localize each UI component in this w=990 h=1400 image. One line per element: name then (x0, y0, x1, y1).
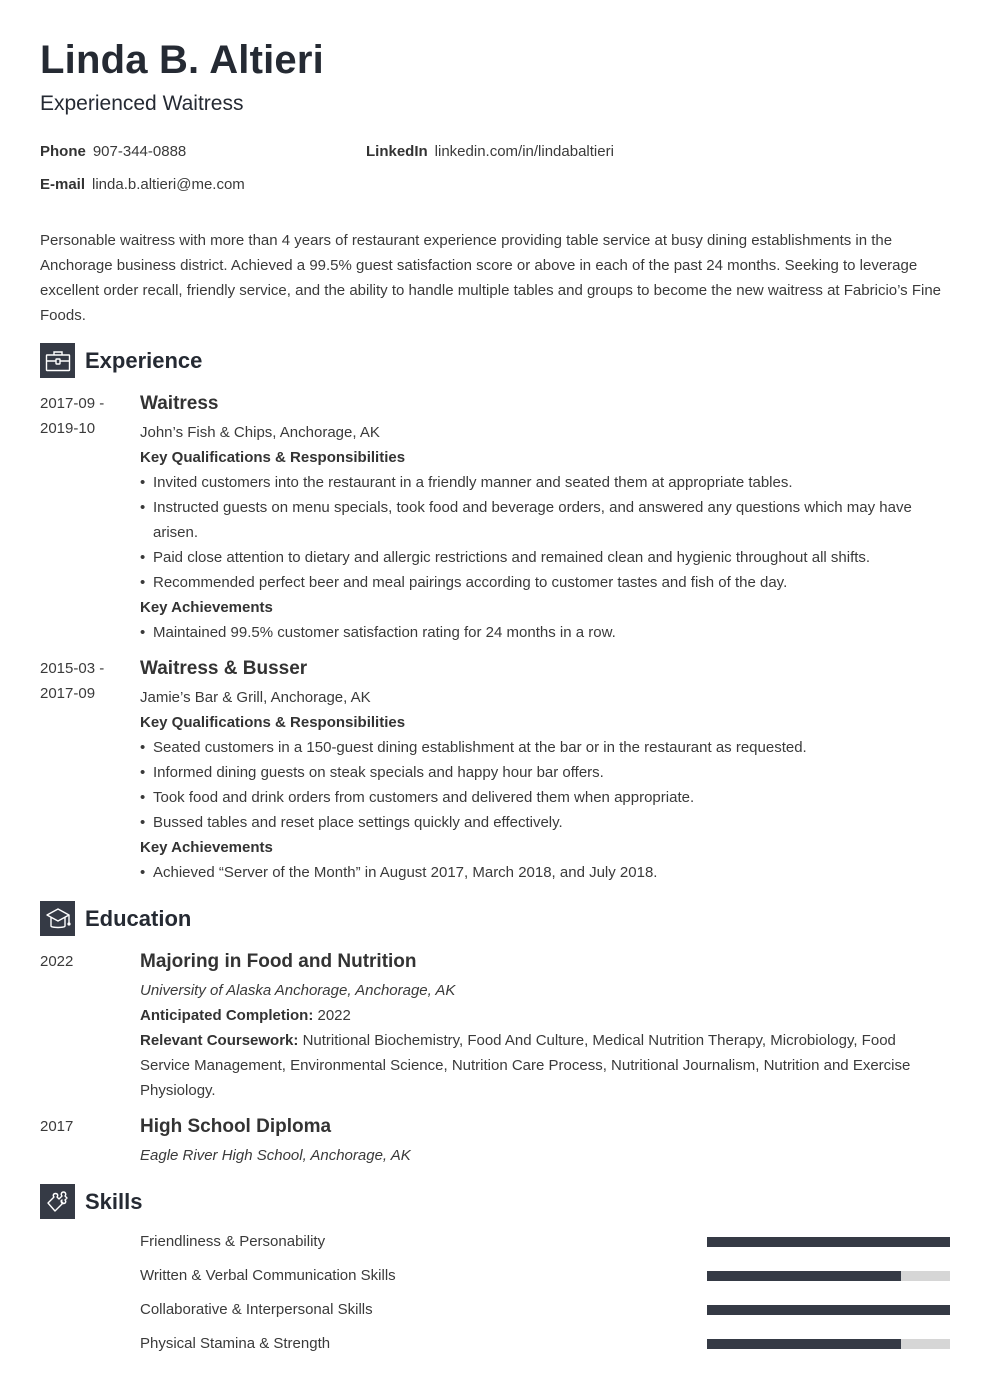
puzzle-piece-icon (40, 1184, 75, 1219)
job-date-end: 2019-10 (40, 420, 96, 437)
experience-entry (40, 656, 950, 885)
list-item: • Invited customers into the restaurant in a friendly manner and seated them at appropriate tables. (140, 470, 950, 495)
experience-section-header (40, 343, 202, 378)
job-date-start: 2017-09 - (40, 395, 105, 412)
contact-email (40, 175, 245, 195)
degree-title: High School Diploma (140, 1116, 332, 1137)
skill-level-bar (707, 1237, 950, 1247)
education-date: 2022 (40, 953, 74, 970)
education-entry (40, 1114, 950, 1168)
skill-row (140, 1266, 950, 1286)
achievements-list (140, 860, 950, 885)
phone-label: Phone (40, 143, 86, 160)
completion-label: Anticipated Completion: (140, 1007, 314, 1024)
graduation-cap-icon (40, 901, 75, 936)
list-item: • Took food and drink orders from customers and delivered them when appropriate. (140, 785, 950, 810)
candidate-name: Linda B. Altieri (40, 38, 324, 82)
qualifications-heading: Key Qualifications & Responsibilities (140, 449, 406, 466)
coursework-value: Nutritional Biochemistry, Food And Culture, Medical Nutrition Therapy, Microbiology, Food Service Management, Environmental Science, Nutrition Care Process, Nutritional Journalism, Nutrition and Exercise Physiology. (140, 1032, 911, 1099)
skill-name: Physical Stamina & Strength (140, 1335, 331, 1352)
achievements-list (140, 620, 950, 645)
skill-row (140, 1334, 950, 1354)
skill-level-fill (707, 1305, 950, 1315)
completion-value: 2022 (317, 1007, 351, 1024)
job-date-start: 2015-03 - (40, 660, 105, 677)
skill-name: Friendliness & Personability (140, 1233, 326, 1250)
contact-linkedin (366, 142, 614, 162)
degree-title: Majoring in Food and Nutrition (140, 951, 417, 972)
skill-level-bar (707, 1271, 950, 1281)
school-name: University of Alaska Anchorage, Anchorage, AK (140, 982, 456, 999)
skill-level-fill (707, 1271, 901, 1281)
linkedin-label: LinkedIn (366, 143, 428, 160)
qualifications-list (140, 470, 950, 595)
job-dates (40, 656, 130, 706)
list-item: • Maintained 99.5% customer satisfaction rating for 24 months in a row. (140, 620, 950, 645)
achievements-heading: Key Achievements (140, 599, 273, 616)
education-section-header (40, 901, 191, 936)
skill-row (140, 1232, 950, 1252)
skill-level-fill (707, 1339, 901, 1349)
list-item: • Achieved “Server of the Month” in August 2017, March 2018, and July 2018. (140, 860, 950, 885)
professional-summary: Personable waitress with more than 4 years of restaurant experience providing table service at busy dining establishments in the Anchorage business district. Achieved a 99.5% guest satisfaction score or above in each of the past 24 months. Seeking to leverage excellent order recall, friendly service, and the ability to handle multiple tables and groups to become the new waitress at Fabricio’s Fine Foods. (40, 232, 942, 324)
job-date-end: 2017-09 (40, 685, 96, 702)
list-item: • Instructed guests on menu specials, took food and beverage orders, and answered any questions which may have arisen. (140, 495, 950, 545)
job-title: Waitress (140, 393, 219, 414)
list-item: • Paid close attention to dietary and allergic restrictions and remained clean and hygienic throughout all shifts. (140, 545, 950, 570)
school-name: Eagle River High School, Anchorage, AK (140, 1147, 411, 1164)
qualifications-list (140, 735, 950, 835)
qualifications-heading: Key Qualifications & Responsibilities (140, 714, 406, 731)
skill-level-bar (707, 1305, 950, 1315)
briefcase-icon (40, 343, 75, 378)
phone-value: 907-344-0888 (92, 143, 187, 160)
achievements-heading: Key Achievements (140, 839, 273, 856)
job-employer: John’s Fish & Chips, Anchorage, AK (140, 424, 380, 441)
experience-entry (40, 391, 950, 645)
coursework-line (140, 1028, 950, 1103)
education-date: 2017 (40, 1118, 74, 1135)
list-item: • Informed dining guests on steak specials and happy hour bar offers. (140, 760, 950, 785)
education-entry (40, 949, 950, 1103)
completion-line (140, 1003, 950, 1028)
job-dates (40, 391, 130, 441)
skills-heading: Skills (85, 1188, 143, 1214)
skill-row (140, 1300, 950, 1320)
skill-level-bar (707, 1339, 950, 1349)
skill-name: Collaborative & Interpersonal Skills (140, 1301, 373, 1318)
list-item: • Recommended perfect beer and meal pairings according to customer tastes and fish of the day. (140, 570, 950, 595)
job-employer: Jamie’s Bar & Grill, Anchorage, AK (140, 689, 371, 706)
contact-phone (40, 142, 186, 162)
list-item: • Seated customers in a 150-guest dining establishment at the bar or in the restaurant as requested. (140, 735, 950, 760)
email-link[interactable]: linda.b.altieri@me.com (92, 176, 245, 193)
education-heading: Education (85, 905, 192, 931)
linkedin-link[interactable]: linkedin.com/in/lindabaltieri (434, 143, 614, 160)
skill-name: Written & Verbal Communication Skills (140, 1267, 396, 1284)
candidate-title: Experienced Waitress (40, 92, 244, 115)
skills-section-header (40, 1184, 142, 1219)
list-item: • Bussed tables and reset place settings quickly and effectively. (140, 810, 950, 835)
coursework-label: Relevant Coursework: (140, 1032, 299, 1049)
skill-level-fill (707, 1237, 950, 1247)
experience-heading: Experience (85, 347, 203, 373)
job-title: Waitress & Busser (140, 658, 308, 679)
email-label: E-mail (40, 176, 86, 193)
